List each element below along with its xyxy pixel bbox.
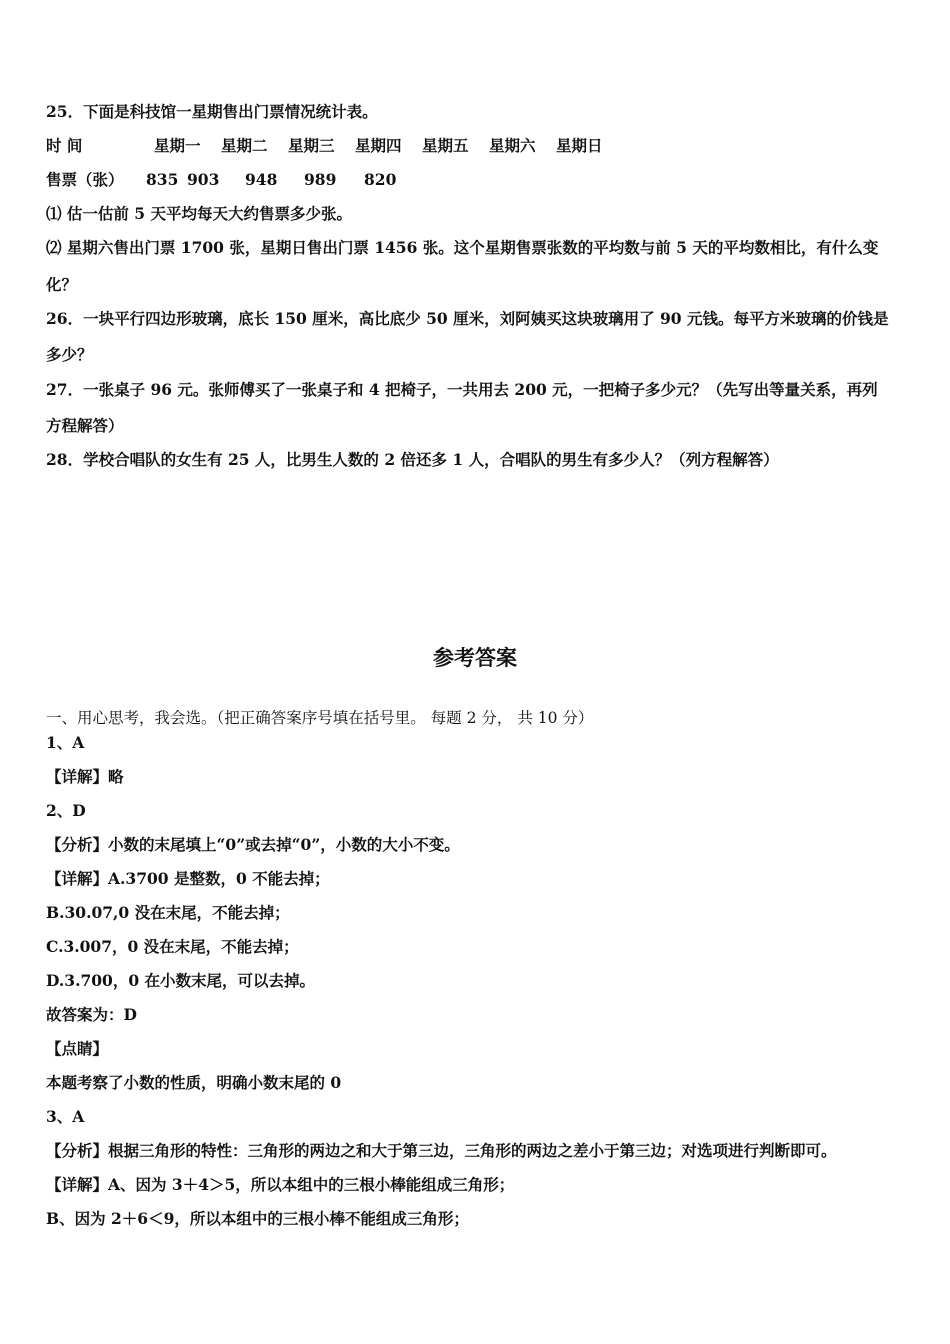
table-row-tickets [46,170,666,190]
answer-1: 1、A [46,733,85,752]
answer-2-detail: 【详解】A.3700 是整数，0 不能去掉； [46,869,330,888]
table-value-cell: 948 [245,170,278,189]
question-28: 28．学校合唱队的女生有 25 人，比男生人数的 2 倍还多 1 人，合唱队的男生有多少人？（列方程解答） [46,450,779,469]
question-25-part-2: ⑵ 星期六售出门票 1700 张，星期日售出门票 1456 张。这个星期售票张数的平均数与前 5 天的平均数相比，有什么变 [46,238,879,257]
table-day-cell: 星期日 [556,136,603,155]
answer-3-analysis: 【分析】根据三角形的特性：三角形的两边之和大于第三边，三角形的两边之差小于第三边；对选项进行判断即可。 [46,1141,837,1160]
table-day-cell: 星期二 [221,136,268,155]
table-row-days [46,136,666,156]
table-day-cell: 星期六 [489,136,536,155]
answer-2-tip-text: 本题考察了小数的性质，明确小数末尾的 0 [46,1073,342,1092]
table-value-cell: 903 [187,170,220,189]
table-row-label: 时 间 [46,136,83,155]
answer-2-option-d: D.3.700，0 在小数末尾，可以去掉。 [46,971,316,990]
answer-2-tip: 【点睛】 [46,1039,109,1058]
table-day-cell: 星期五 [422,136,469,155]
question-26-cont: 多少？ [46,345,93,364]
question-26: 26．一块平行四边形玻璃，底长 150 厘米，高比底少 50 厘米，刘阿姨买这块玻璃用了 90 元钱。每平方米玻璃的价钱是 [46,309,889,328]
question-27-cont: 方程解答） [46,416,124,435]
answer-3-option-b: B、因为 2＋6＜9，所以本组中的三根小棒不能组成三角形； [46,1209,469,1228]
table-day-cell: 星期三 [288,136,335,155]
answer-2-option-c: C.3.007，0 没在末尾，不能去掉； [46,937,299,956]
answer-2-final: 故答案为：D [46,1005,137,1024]
answer-1-detail: 【详解】略 [46,767,124,786]
answer-3-detail: 【详解】A、因为 3＋4＞5，所以本组中的三根小棒能组成三角形； [46,1175,515,1194]
table-day-cell: 星期一 [154,136,201,155]
question-25-part-1: ⑴ 估一估前 5 天平均每天大约售票多少张。 [46,204,352,223]
table-row-label: 售票（张） [46,170,124,189]
table-value-cell: 820 [364,170,397,189]
answer-3: 3、A [46,1107,85,1126]
answer-2-option-b: B.30.07,0 没在末尾，不能去掉； [46,903,290,922]
table-value-cell: 835 [146,170,179,189]
question-25-part-2-cont: 化？ [46,275,78,294]
table-value-cell: 989 [304,170,337,189]
question-27: 27．一张桌子 96 元。张师傅买了一张桌子和 4 把椅子，一共用去 200 元，一把椅子多少元？（先写出等量关系，再列 [46,380,878,399]
table-day-cell: 星期四 [355,136,402,155]
answer-2-analysis: 【分析】小数的末尾填上“0”或去掉“0”，小数的大小不变。 [46,835,460,854]
question-25-title: 25．下面是科技馆一星期售出门票情况统计表。 [46,102,378,121]
answers-section-heading: 一、用心思考，我会选。（把正确答案序号填在括号里。 每题 2 分， 共 10 分） [46,709,594,727]
answers-title: 参考答案 [433,645,517,670]
answer-2: 2、D [46,801,86,820]
